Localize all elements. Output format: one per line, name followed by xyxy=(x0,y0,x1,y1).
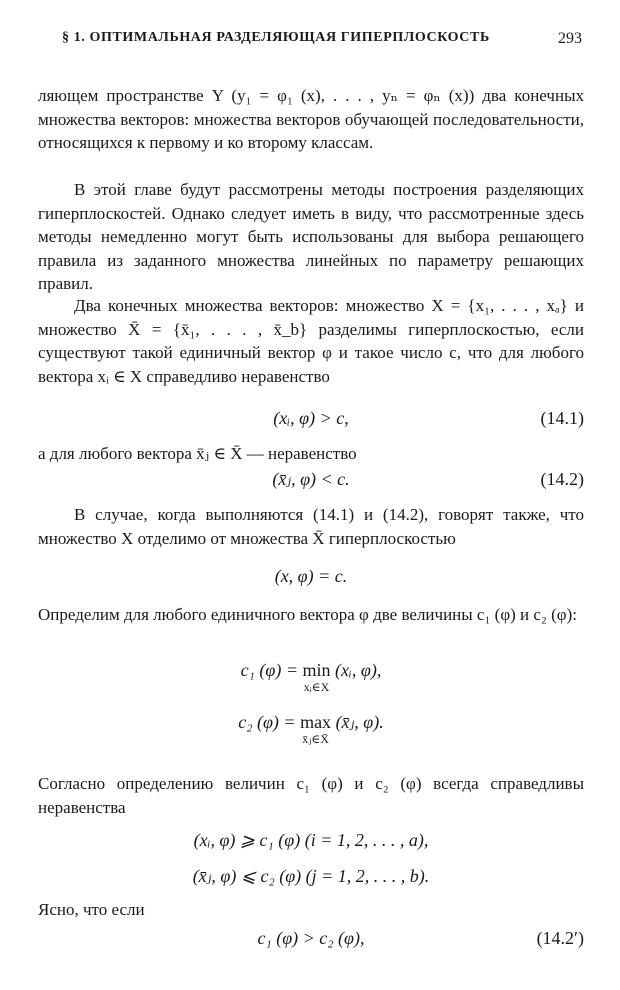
equation-14-2: (x̄ⱼ, φ) < c. (14.2) xyxy=(272,469,584,489)
equation-hyperplane: (x, φ) = c. xyxy=(274,566,348,586)
equation-number: (14.2) xyxy=(540,469,584,489)
section-title: § 1. ОПТИМАЛЬНАЯ РАЗДЕЛЯЮЩАЯ ГИПЕРПЛОСКОСТЬ xyxy=(62,30,490,45)
paragraph-4: а для любого вектора x̄ⱼ ∈ X̄ — неравенство xyxy=(38,444,357,463)
equation-c2: c₂ (φ) = max x̄ⱼ∈X̄ (x̄ⱼ, φ). xyxy=(238,712,384,746)
equation-14-1: (xᵢ, φ) > c, (14.1) xyxy=(273,408,584,428)
equation-number: (14.1) xyxy=(540,408,584,428)
paragraph-8: Ясно, что если xyxy=(38,900,145,919)
max-operator: max x̄ⱼ∈X̄ xyxy=(300,712,332,746)
page-number: 293 xyxy=(558,30,582,47)
paragraph-5: В случае, когда выполняются (14.1) и (14.2), говорят также, что множество X отделимо от множества X̄ гиперплоскостью xyxy=(38,505,584,548)
min-subscript: xᵢ∈X xyxy=(303,680,330,694)
paragraph-6: Определим для любого единичного вектора φ две величины c₁ (φ) и c₂ (φ): xyxy=(38,605,577,624)
max-subscript: x̄ⱼ∈X̄ xyxy=(302,732,329,746)
paragraph-1: ляющем пространстве Y (y₁ = φ₁ (x), . . . , yₙ = φₙ (x)) два конечных множества векторов: множества векторов обучающей последовательности, относящихся к первому и ко второму классам. xyxy=(38,86,584,152)
paragraph-2: В этой главе будут рассмотрены методы построения разделяющих гиперплоскостей. Однако следует иметь в виду, что рассмотренные здесь методы немедленно могут быть использованы для выбора решающего правила из заданного множества линейных по параметру решающих правил. xyxy=(38,180,584,293)
running-header xyxy=(62,30,582,52)
equation-inequality-c2: (x̄ⱼ, φ) ⩽ c₂ (φ) (j = 1, 2, . . . , b). xyxy=(192,866,430,886)
equation-c1: c₁ (φ) = min xᵢ∈X (xᵢ, φ), xyxy=(240,660,382,694)
equation-14-2-prime: c₁ (φ) > c₂ (φ), (14.2′) xyxy=(257,928,584,948)
equation-inequality-c1: (xᵢ, φ) ⩾ c₁ (φ) (i = 1, 2, . . . , a), xyxy=(193,830,429,850)
equation-number: (14.2′) xyxy=(536,928,584,948)
paragraph-3: Два конечных множества векторов: множество X = {x₁, . . . , xₐ} и множество X̄ = {x̄₁, . . . , x̄_b} разделимы гиперплоскостью, если существуют такой единичный вектор φ и такое число c, что для любого вектора xᵢ ∈ X справедливо неравенство xyxy=(38,296,584,386)
min-operator: min xᵢ∈X xyxy=(302,660,331,694)
paragraph-7: Согласно определению величин c₁ (φ) и c₂ (φ) всегда справедливы неравенства xyxy=(38,774,584,817)
